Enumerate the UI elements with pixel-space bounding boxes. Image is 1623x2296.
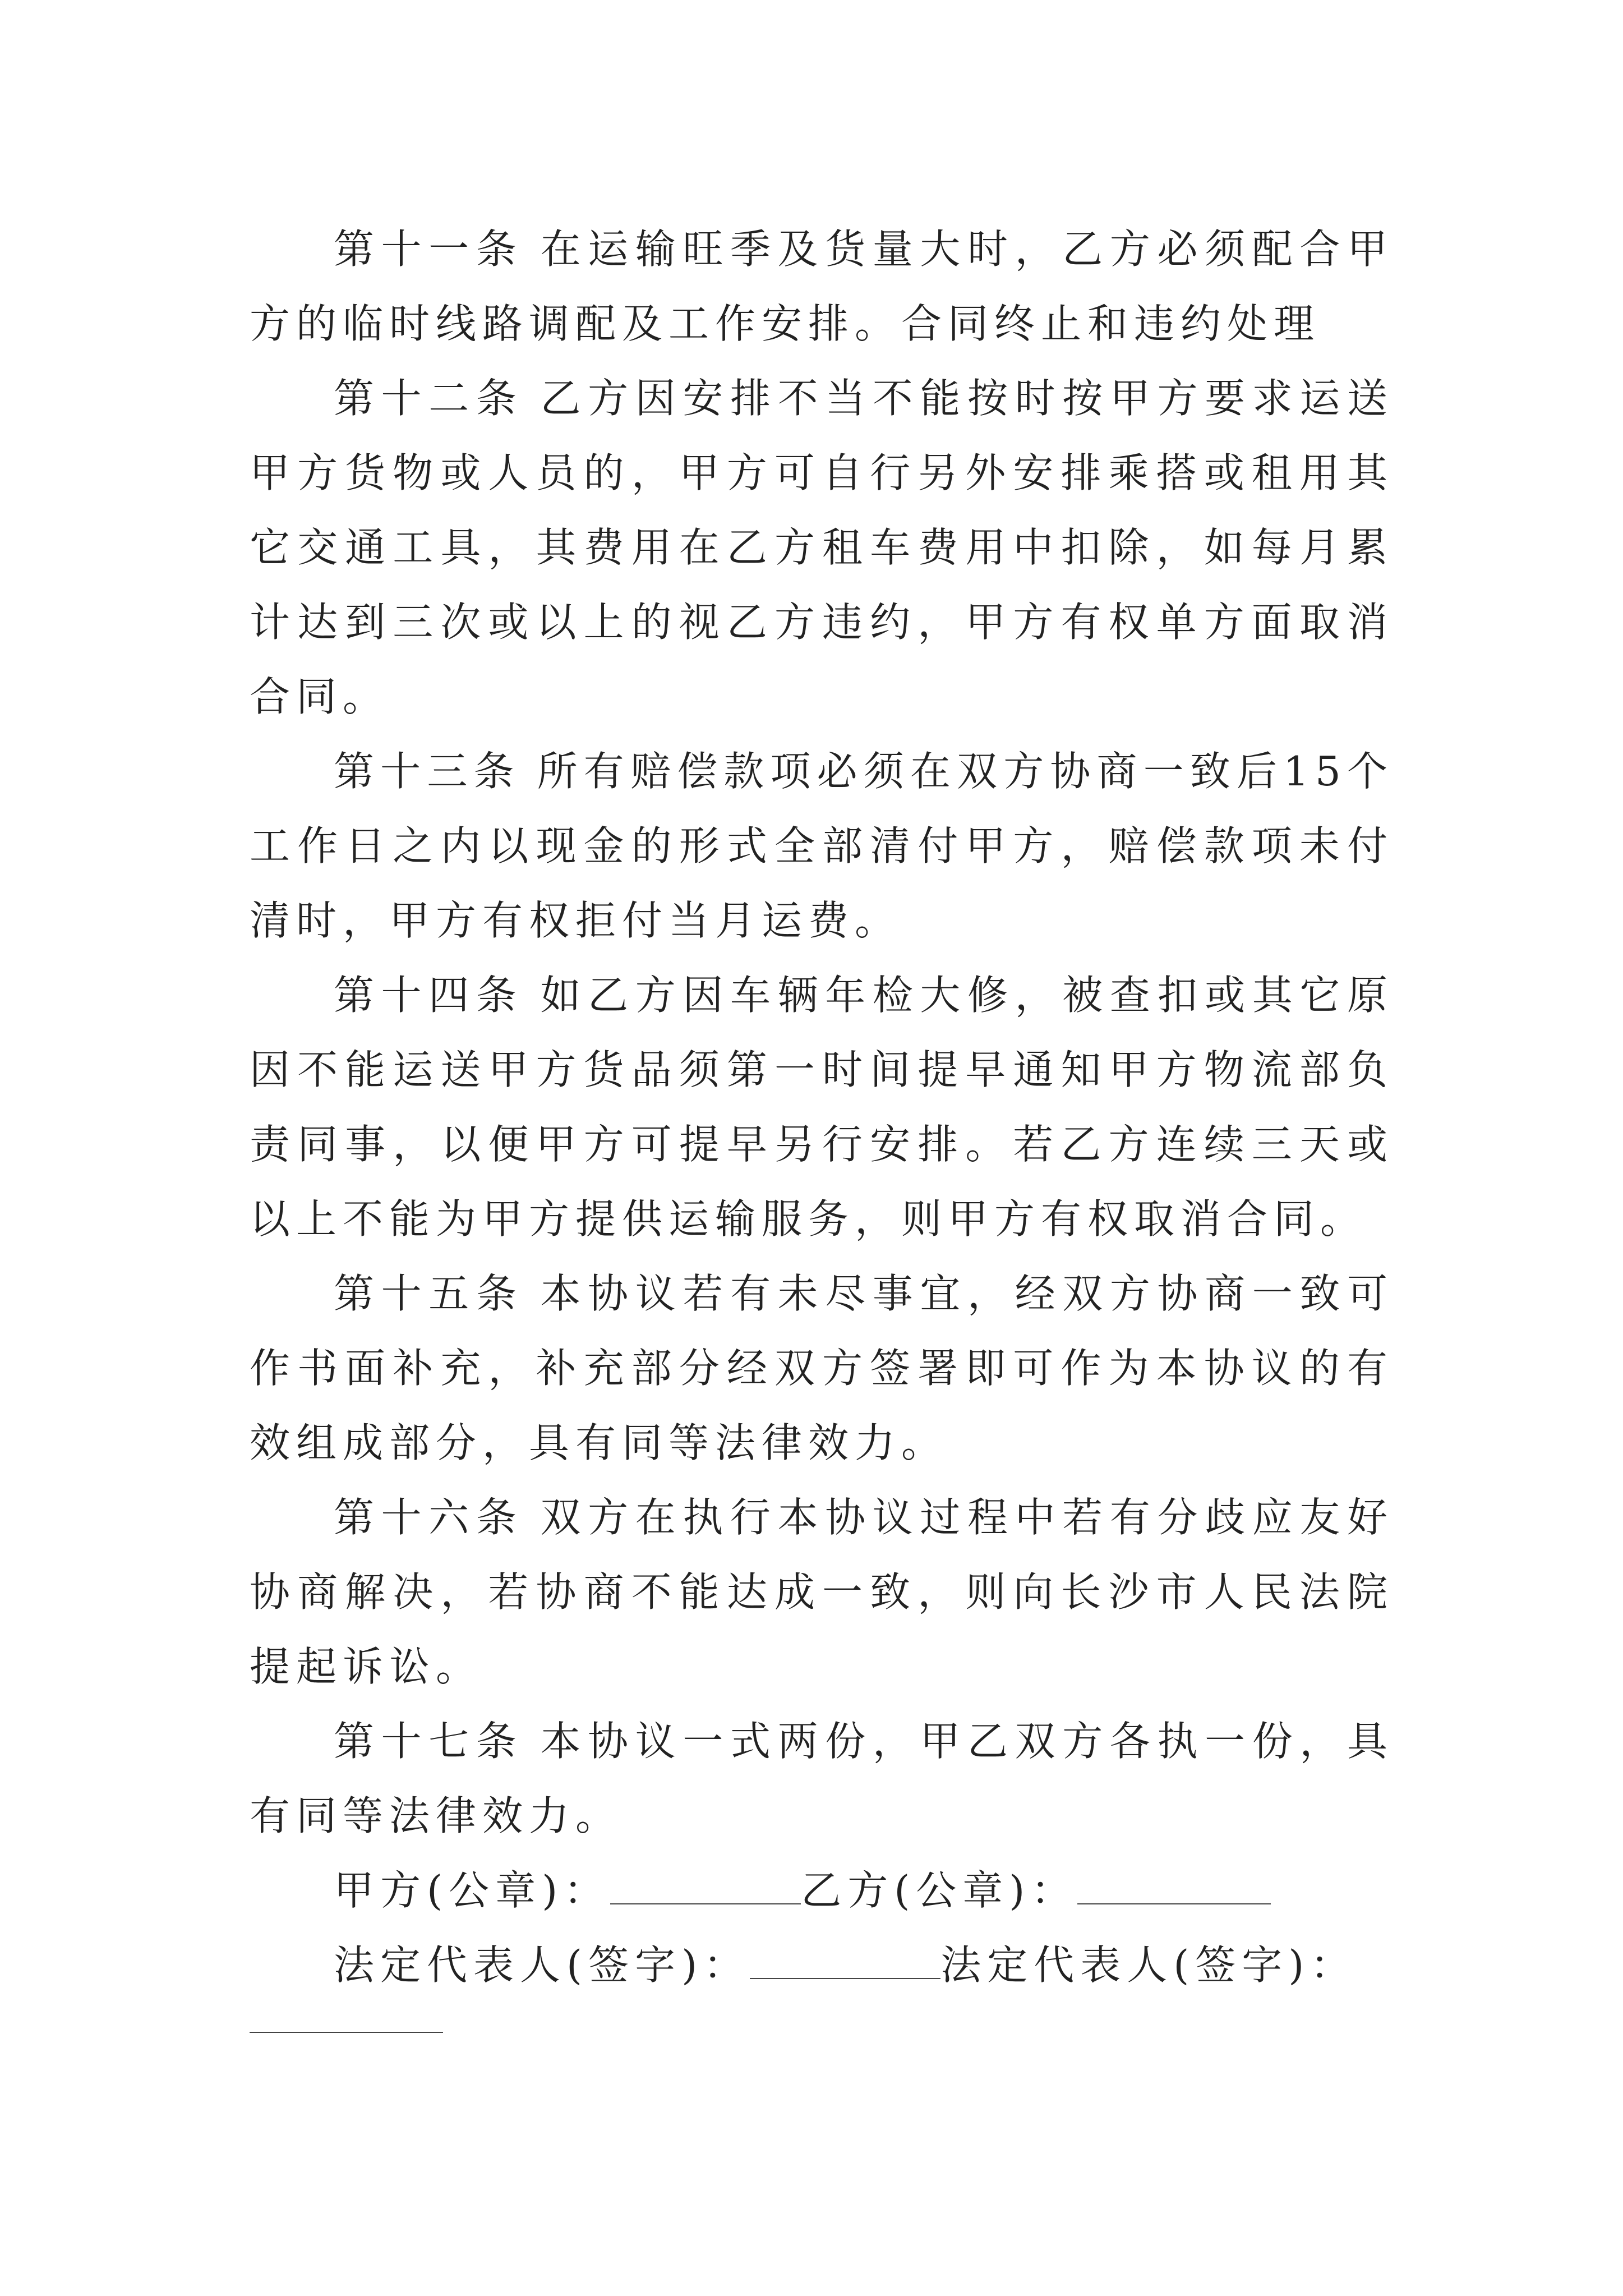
clause-label: 第十三条 [334, 748, 520, 795]
clause-text: 所有赔偿款项必须在双方协商一致后15个工作日之内以现金的形式全部清付甲方，赔偿款项未付清时，甲方有权拒付当月运费。 [250, 748, 1394, 944]
clause-15 [250, 1257, 1394, 1480]
seal-line [250, 1853, 1394, 1928]
clause-text: 本协议一式两份，甲乙双方各执一份，具有同等法律效力。 [250, 1718, 1394, 1839]
clause-14 [250, 958, 1394, 1257]
clause-17 [250, 1704, 1394, 1853]
clause-text: 本协议若有未尽事宜，经双方协商一致可作书面补充，补充部分经双方签署即可作为本协议的有效组成部分，具有同等法律效力。 [250, 1270, 1394, 1466]
clause-label: 第十二条 [334, 375, 524, 422]
clause-text: 在运输旺季及货量大时，乙方必须配合甲方的临时线路调配及工作安排。合同终止和违约处理 [250, 226, 1394, 347]
party-a-rep-blank [750, 1944, 940, 1979]
clause-16 [250, 1480, 1394, 1704]
clause-12 [250, 361, 1394, 734]
party-a-seal-blank [610, 1870, 801, 1904]
contract-body [250, 212, 1394, 2003]
clause-13 [250, 734, 1394, 958]
clause-text: 双方在执行本协议过程中若有分歧应友好协商解决，若协商不能达成一致，则向长沙市人民法院提起诉讼。 [250, 1494, 1394, 1690]
party-b-rep-label: 法定代表人(签字)： [940, 1941, 1357, 1989]
party-a-seal-label: 甲方(公章)： [334, 1867, 611, 1914]
party-a-rep-label: 法定代表人(签字)： [334, 1941, 750, 1989]
clause-11 [250, 212, 1394, 361]
party-b-seal-label: 乙方(公章)： [801, 1867, 1078, 1914]
clause-label: 第十六条 [334, 1494, 524, 1541]
clause-label: 第十四条 [334, 972, 524, 1019]
clause-label: 第十五条 [334, 1270, 524, 1317]
representative-line [250, 1928, 1394, 2003]
party-b-seal-blank [1077, 1870, 1271, 1904]
party-b-rep-blank [250, 2032, 443, 2033]
clause-text: 乙方因安排不当不能按时按甲方要求运送甲方货物或人员的，甲方可自行另外安排乘搭或租用其它交通工具，其费用在乙方租车费用中扣除，如每月累计达到三次或以上的视乙方违约，甲方有权单方面取消合同。 [250, 375, 1394, 720]
clause-label: 第十一条 [334, 226, 524, 273]
clause-text: 如乙方因车辆年检大修，被查扣或其它原因不能运送甲方货品须第一时间提早通知甲方物流部负责同事，以便甲方可提早另行安排。若乙方连续三天或以上不能为甲方提供运输服务，则甲方有权取消合同。 [250, 972, 1394, 1243]
clause-label: 第十七条 [334, 1718, 524, 1765]
